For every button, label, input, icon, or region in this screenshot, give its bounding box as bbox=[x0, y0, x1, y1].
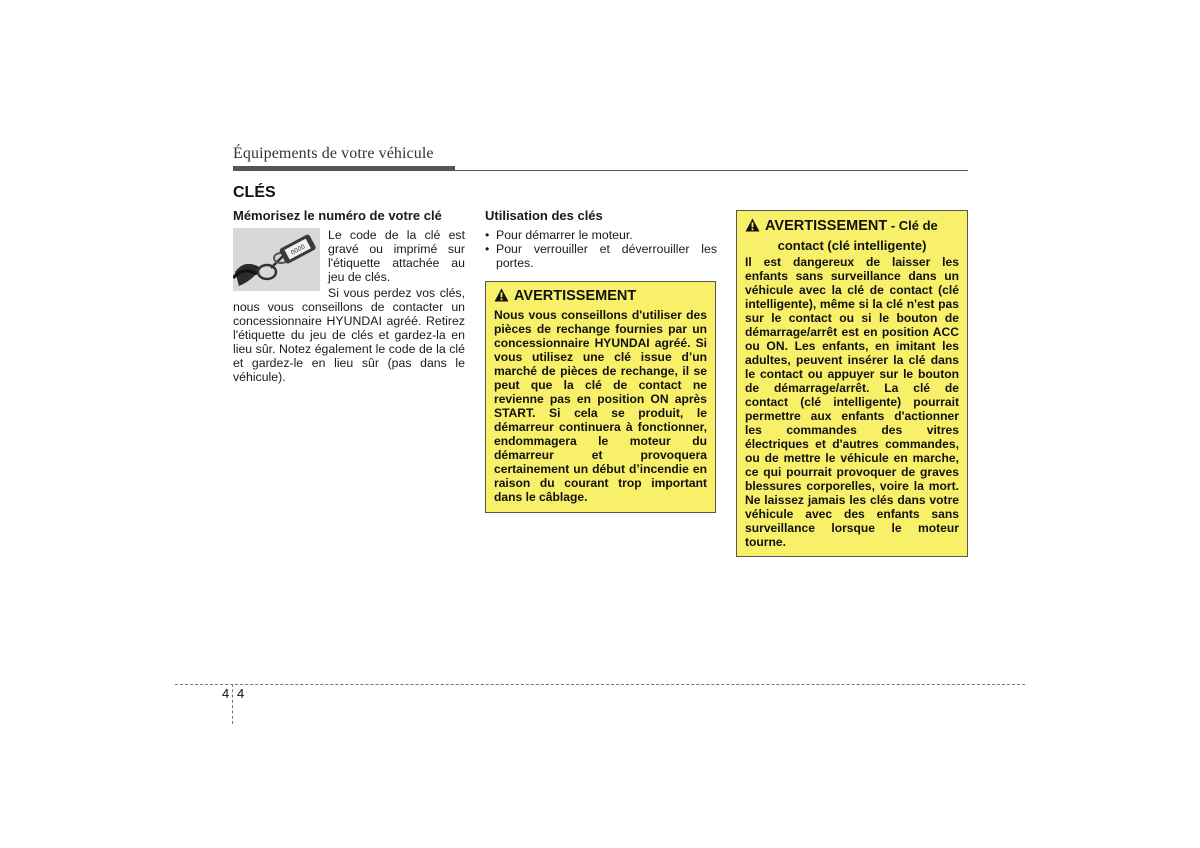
key-code-paragraph: Le code de la clé est gravé ou imprimé sur l'étiquette attachée au jeu de clés. bbox=[328, 228, 465, 284]
column-key-usage bbox=[485, 208, 717, 270]
page-section-number: 4 bbox=[222, 686, 230, 701]
warning-body: Il est dangereux de laisser les enfants sans surveillance dans un véhicule avec la clé de contact (clé intelligente), même si la clé n'est pas sur le contact ou si le bouton de démarrage/arrêt est en position ACC ou ON. Les enfants, en imitant les adultes, peuvent insérer la clé dans le contact ou appuyer sur le bouton de démarrage/arrêt. La clé de contact (clé intelligente) pourrait permettre aux enfants d'actionner les commandes des vitres électriques et d'autres commandes, ou de mettre le véhicule en marche, ce qui pourrait provoquer de graves blessures corporelles, voire la mort. Ne laissez jamais les clés dans votre véhicule avec des enfants sans surveillance lorsque le moteur tourne. bbox=[745, 255, 959, 549]
list-item: • Pour démarrer le moteur. bbox=[485, 228, 717, 242]
footer-divider bbox=[232, 684, 233, 724]
warning-triangle-icon bbox=[745, 218, 760, 237]
column-key-number bbox=[233, 208, 465, 384]
section-title: CLÉS bbox=[233, 184, 276, 201]
warning-title-suffix: - Clé de bbox=[887, 218, 938, 233]
key-usage-list bbox=[485, 228, 717, 270]
warning-title: AVERTISSEMENT bbox=[765, 218, 888, 234]
key-tag-icon bbox=[233, 228, 320, 291]
key-tag-text: 0000 bbox=[289, 243, 307, 257]
warning-triangle-icon bbox=[494, 288, 509, 307]
footer-rule bbox=[175, 684, 1025, 685]
header-rule bbox=[233, 170, 968, 171]
list-item: • Pour verrouiller et déverrouiller les portes. bbox=[485, 242, 717, 270]
warning-heading bbox=[745, 217, 959, 254]
warning-title-line2: contact (clé intelligente) bbox=[777, 238, 927, 253]
page-header-title: Équipements de votre véhicule bbox=[233, 145, 434, 162]
warning-body: Nous vous conseillons d'utiliser des pièces de rechange fournies par un concessionnaire HYUNDAI agréé. Si vous utilisez une clé issue d’un marché de pièces de rechange, il se peut que la clé de contact ne revienne pas en position ON après START. Si cela se produit, le démarreur continuera à fonctionner, endommagera le moteur du démarreur et provoquera certainement un début d’incendie en raison du courant trop important dans le câblage. bbox=[494, 308, 707, 504]
lost-keys-paragraph: Si vous perdez vos clés, nous vous conseillons de contacter un concessionnaire HYUNDAI agréé. Retirez l'étiquette du jeu de clés et gardez-la en lieu sûr. Notez également le code de la clé et gardez-le en lieu sûr (pas dans le véhicule). bbox=[233, 286, 465, 384]
key-number-heading: Mémorisez le numéro de votre clé bbox=[233, 208, 442, 223]
warning-box-spare-parts bbox=[485, 281, 716, 513]
page-number: 4 bbox=[237, 686, 245, 701]
warning-box-smart-key bbox=[736, 210, 968, 557]
warning-heading bbox=[494, 288, 707, 307]
key-usage-heading: Utilisation des clés bbox=[485, 208, 603, 223]
warning-title: AVERTISSEMENT bbox=[514, 288, 637, 304]
